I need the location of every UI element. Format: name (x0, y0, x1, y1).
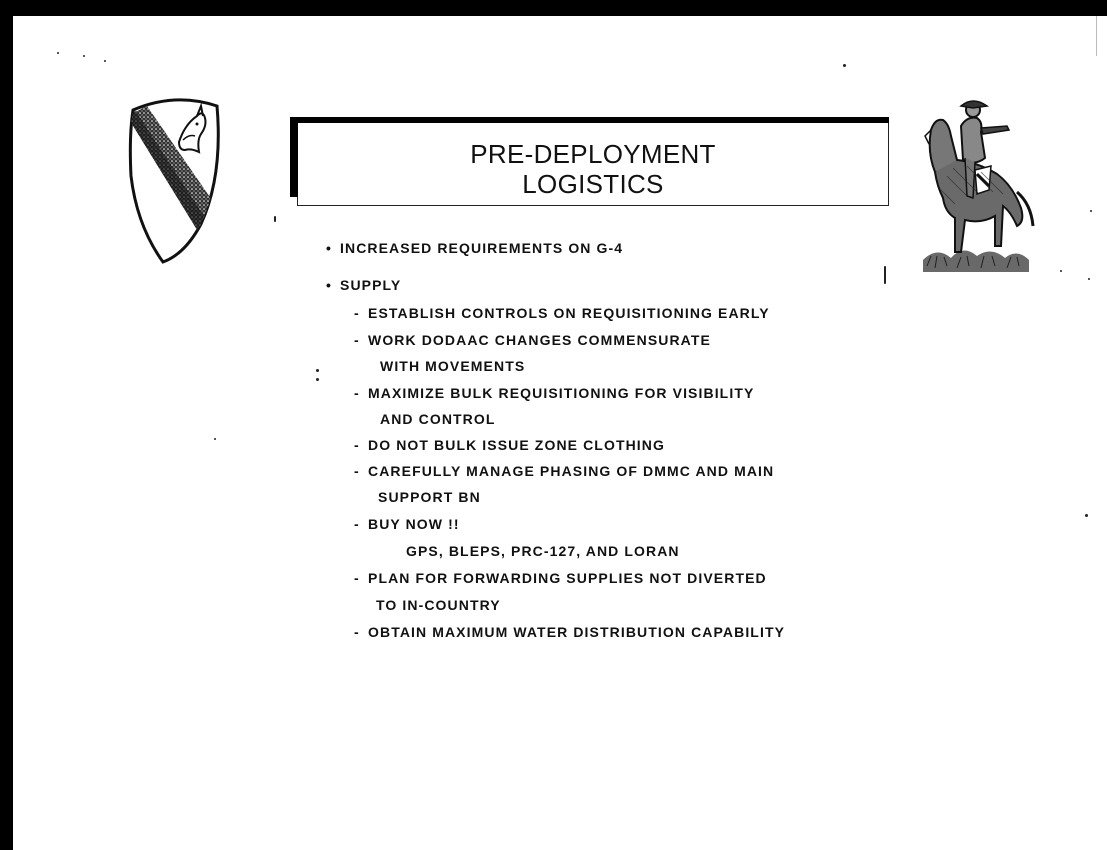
list-item-text: SUPPORT BN (378, 489, 481, 505)
list-item-text: TO IN-COUNTRY (376, 597, 501, 613)
dash-marker: - (354, 516, 360, 532)
list-item-continuation (380, 358, 525, 374)
scan-speck (1085, 514, 1088, 517)
list-item (354, 463, 774, 479)
scan-speck (274, 216, 276, 222)
list-item (354, 570, 767, 586)
list-item (354, 305, 770, 321)
list-item (354, 332, 711, 348)
dash-marker: - (354, 385, 360, 401)
bullet-marker: • (326, 240, 333, 256)
scan-speck (884, 266, 886, 284)
dash-marker: - (354, 305, 360, 321)
scan-speck (843, 64, 846, 67)
dash-marker: - (354, 624, 360, 640)
scan-speck (214, 438, 216, 440)
list-item-text: ESTABLISH CONTROLS ON REQUISITIONING EARLY (368, 305, 770, 321)
list-item-text: BUY NOW !! (368, 516, 460, 532)
cavalry-shield-emblem-icon (127, 96, 223, 269)
list-item (354, 385, 754, 401)
scan-speck (83, 55, 85, 57)
list-item (354, 437, 665, 453)
dash-marker: - (354, 570, 360, 586)
list-item-continuation (378, 489, 481, 505)
list-item-continuation (376, 597, 501, 613)
dash-marker: - (354, 332, 360, 348)
list-item (354, 516, 460, 532)
scan-speck (316, 378, 319, 381)
scan-speck (316, 369, 319, 372)
scan-speck (1088, 278, 1090, 280)
scan-speck (104, 60, 106, 62)
list-item-text: AND CONTROL (380, 411, 496, 427)
list-item (354, 624, 785, 640)
list-item-text: MAXIMIZE BULK REQUISITIONING FOR VISIBILITY (368, 385, 755, 401)
list-item-text: DO NOT BULK ISSUE ZONE CLOTHING (368, 437, 665, 453)
mounted-cavalryman-icon (917, 96, 1039, 281)
scan-border-top (0, 0, 1107, 16)
list-item-continuation (406, 543, 680, 559)
list-item (326, 277, 401, 293)
bullet-marker: • (326, 277, 333, 293)
title-box-shadow-left (290, 117, 298, 197)
list-item-text: WORK DODAAC CHANGES COMMENSURATE (368, 332, 711, 348)
slide-title-box (297, 122, 889, 206)
title-line-2: LOGISTICS (522, 169, 664, 199)
title-box-shadow-top (297, 117, 889, 123)
list-item (326, 240, 623, 256)
scan-speck (1090, 210, 1092, 212)
list-item-text: SUPPLY (340, 277, 402, 293)
list-item-text: INCREASED REQUIREMENTS ON G-4 (340, 240, 624, 256)
dash-marker: - (354, 437, 360, 453)
scan-border-right (1096, 16, 1107, 56)
scan-border-left (0, 0, 13, 850)
slide-title (298, 139, 888, 199)
list-item-text: PLAN FOR FORWARDING SUPPLIES NOT DIVERTED (368, 570, 767, 586)
list-item-text: OBTAIN MAXIMUM WATER DISTRIBUTION CAPABILITY (368, 624, 786, 640)
list-item-text: GPS, BLEPS, PRC-127, AND LORAN (406, 543, 680, 559)
list-item-text: WITH MOVEMENTS (380, 358, 526, 374)
title-line-1: PRE-DEPLOYMENT (470, 139, 716, 169)
scan-speck (1060, 270, 1062, 272)
scan-speck (57, 52, 59, 54)
list-item-continuation (380, 411, 496, 427)
dash-marker: - (354, 463, 360, 479)
list-item-text: CAREFULLY MANAGE PHASING OF DMMC AND MAIN (368, 463, 775, 479)
